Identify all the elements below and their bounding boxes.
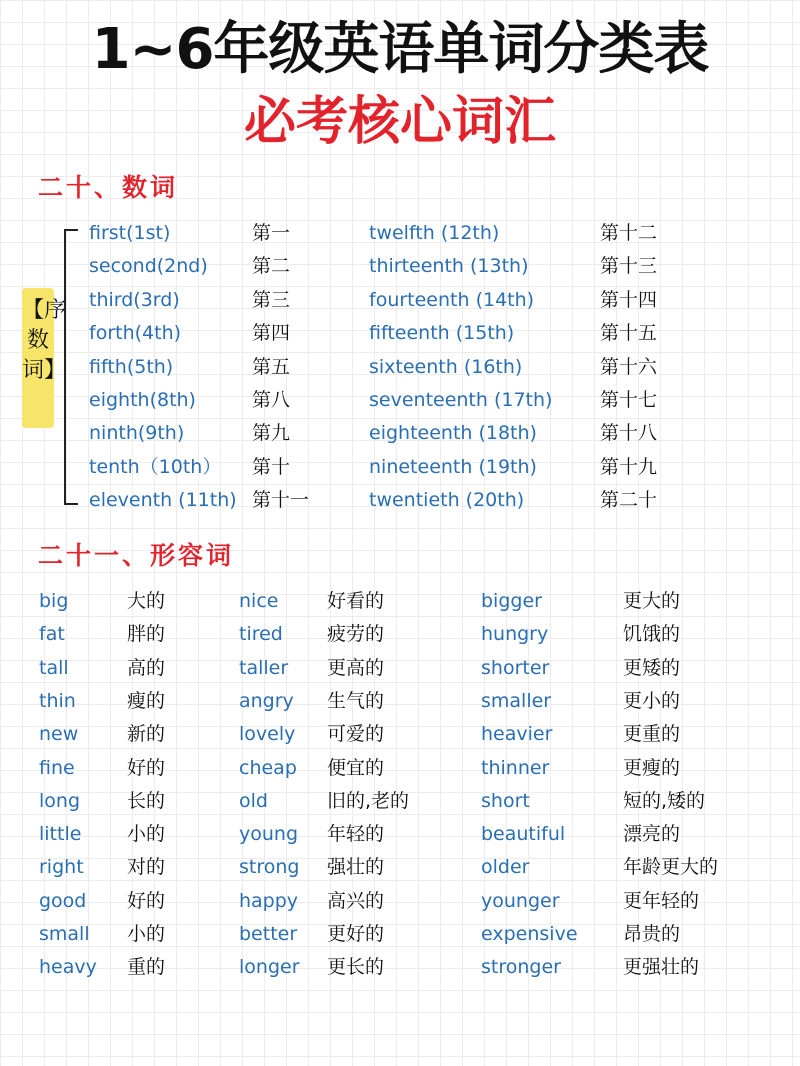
word-english: nice (239, 590, 279, 612)
word-chinese: 更高的 (327, 656, 385, 679)
word-english: better (239, 923, 298, 945)
word-english: beautiful (481, 823, 566, 846)
word-chinese: 第十二 (600, 222, 658, 244)
word-english: right (39, 856, 84, 879)
word-english: long (39, 789, 81, 812)
word-english: fifth(5th) (89, 355, 174, 378)
word-english: lovely (239, 723, 296, 746)
word-chinese: 小的 (127, 923, 166, 945)
section-title-ordinals: 二十、数词 (38, 173, 179, 202)
word-english: small (39, 923, 90, 945)
word-english: smaller (481, 689, 552, 712)
word-chinese: 更好的 (327, 923, 385, 945)
word-english: big (39, 590, 69, 612)
word-chinese: 便宜的 (327, 756, 385, 779)
word-chinese: 胖的 (127, 623, 166, 646)
word-english: good (39, 889, 87, 912)
word-chinese: 年轻的 (327, 823, 385, 846)
word-english: older (481, 856, 530, 879)
word-english: tenth（10th） (89, 455, 222, 478)
word-chinese: 第十一 (252, 489, 310, 512)
word-chinese: 更长的 (327, 956, 385, 979)
word-chinese: 短的,矮的 (623, 789, 706, 812)
word-chinese: 第十五 (600, 322, 658, 345)
word-chinese: 更瘦的 (623, 756, 681, 779)
word-chinese: 第五 (252, 355, 291, 378)
word-chinese: 更重的 (623, 723, 681, 746)
word-chinese: 第十八 (600, 422, 658, 445)
word-chinese: 疲劳的 (327, 623, 385, 646)
word-chinese: 好看的 (327, 590, 385, 612)
word-english: stronger (481, 956, 561, 979)
word-chinese: 更年轻的 (623, 889, 700, 912)
word-english: shorter (481, 656, 550, 679)
word-chinese: 旧的,老的 (327, 789, 410, 812)
word-chinese: 更强壮的 (623, 956, 700, 979)
word-english: ninth(9th) (89, 422, 185, 445)
word-english: happy (239, 889, 299, 912)
word-english: eleventh (11th) (89, 489, 237, 512)
word-english: new (39, 723, 79, 746)
word-chinese: 第九 (252, 422, 291, 445)
page-title: 1~6年级英语单词分类表 (91, 17, 709, 82)
word-chinese: 第四 (252, 322, 291, 345)
word-chinese: 第十六 (600, 355, 658, 378)
word-chinese: 饥饿的 (623, 623, 681, 646)
word-chinese: 好的 (127, 756, 166, 779)
word-english: young (239, 823, 299, 846)
word-english: angry (239, 689, 294, 712)
word-english: thinner (481, 756, 550, 779)
word-chinese: 更大的 (623, 590, 681, 612)
word-english: nineteenth (19th) (369, 455, 537, 478)
word-chinese: 第十三 (600, 255, 658, 278)
section-title-adjectives: 二十一、形容词 (38, 541, 235, 570)
word-chinese: 高的 (127, 656, 166, 679)
word-english: fifteenth (15th) (369, 322, 515, 345)
word-english: eighteenth (18th) (369, 422, 537, 445)
word-chinese: 第十四 (600, 288, 658, 311)
word-english: fourteenth (14th) (369, 288, 535, 311)
word-chinese: 瘦的 (127, 689, 166, 712)
word-english: younger (481, 889, 560, 912)
word-chinese: 可爱的 (327, 723, 385, 746)
word-english: heavy (39, 956, 97, 979)
word-chinese: 大的 (127, 590, 166, 612)
side-label-ordinals (22, 288, 67, 428)
word-english: short (481, 789, 530, 812)
word-chinese: 更小的 (623, 689, 681, 712)
word-english: fat (39, 623, 65, 646)
word-english: fine (39, 756, 75, 779)
word-chinese: 漂亮的 (623, 823, 681, 846)
word-english: cheap (239, 756, 297, 779)
word-chinese: 第一 (252, 222, 291, 244)
word-chinese: 重的 (127, 956, 166, 979)
word-chinese: 小的 (127, 823, 166, 846)
word-chinese: 更矮的 (623, 656, 681, 679)
word-chinese: 第二 (252, 255, 291, 278)
word-english: eighth(8th) (89, 389, 196, 411)
word-english: thirteenth (13th) (369, 255, 529, 278)
word-chinese: 第十九 (600, 455, 658, 478)
word-english: forth(4th) (89, 322, 182, 345)
page-subtitle: 必考核心词汇 (243, 92, 556, 152)
word-english: second(2nd) (89, 255, 208, 278)
side-label-text: 【序数词】 (22, 298, 67, 383)
ordinal-bracket (64, 229, 78, 505)
word-chinese: 年龄更大的 (623, 856, 719, 879)
word-english: hungry (481, 623, 549, 646)
word-chinese: 好的 (127, 889, 166, 912)
word-english: taller (239, 656, 289, 679)
word-english: first(1st) (89, 222, 171, 244)
word-english: seventeenth (17th) (369, 389, 553, 411)
word-chinese: 第十七 (600, 389, 658, 411)
word-english: old (239, 789, 268, 812)
word-english: tall (39, 656, 69, 679)
word-english: twelfth (12th) (369, 222, 500, 244)
word-english: expensive (481, 923, 578, 945)
word-english: tired (239, 623, 283, 646)
word-chinese: 第三 (252, 288, 291, 311)
word-english: strong (239, 856, 300, 879)
word-english: thin (39, 689, 76, 712)
word-english: third(3rd) (89, 288, 180, 311)
word-english: longer (239, 956, 300, 979)
word-chinese: 第十 (252, 455, 291, 478)
word-chinese: 新的 (127, 723, 166, 746)
word-english: little (39, 823, 82, 846)
word-chinese: 对的 (127, 856, 166, 879)
word-english: sixteenth (16th) (369, 355, 523, 378)
word-chinese: 强壮的 (327, 856, 385, 879)
word-chinese: 第八 (252, 389, 291, 411)
word-english: heavier (481, 723, 553, 746)
word-chinese: 第二十 (600, 489, 658, 512)
word-chinese: 高兴的 (327, 889, 385, 912)
word-chinese: 昂贵的 (623, 923, 681, 945)
word-chinese: 长的 (127, 789, 166, 812)
word-english: bigger (481, 590, 542, 612)
word-english: twentieth (20th) (369, 489, 525, 512)
word-chinese: 生气的 (327, 689, 385, 712)
